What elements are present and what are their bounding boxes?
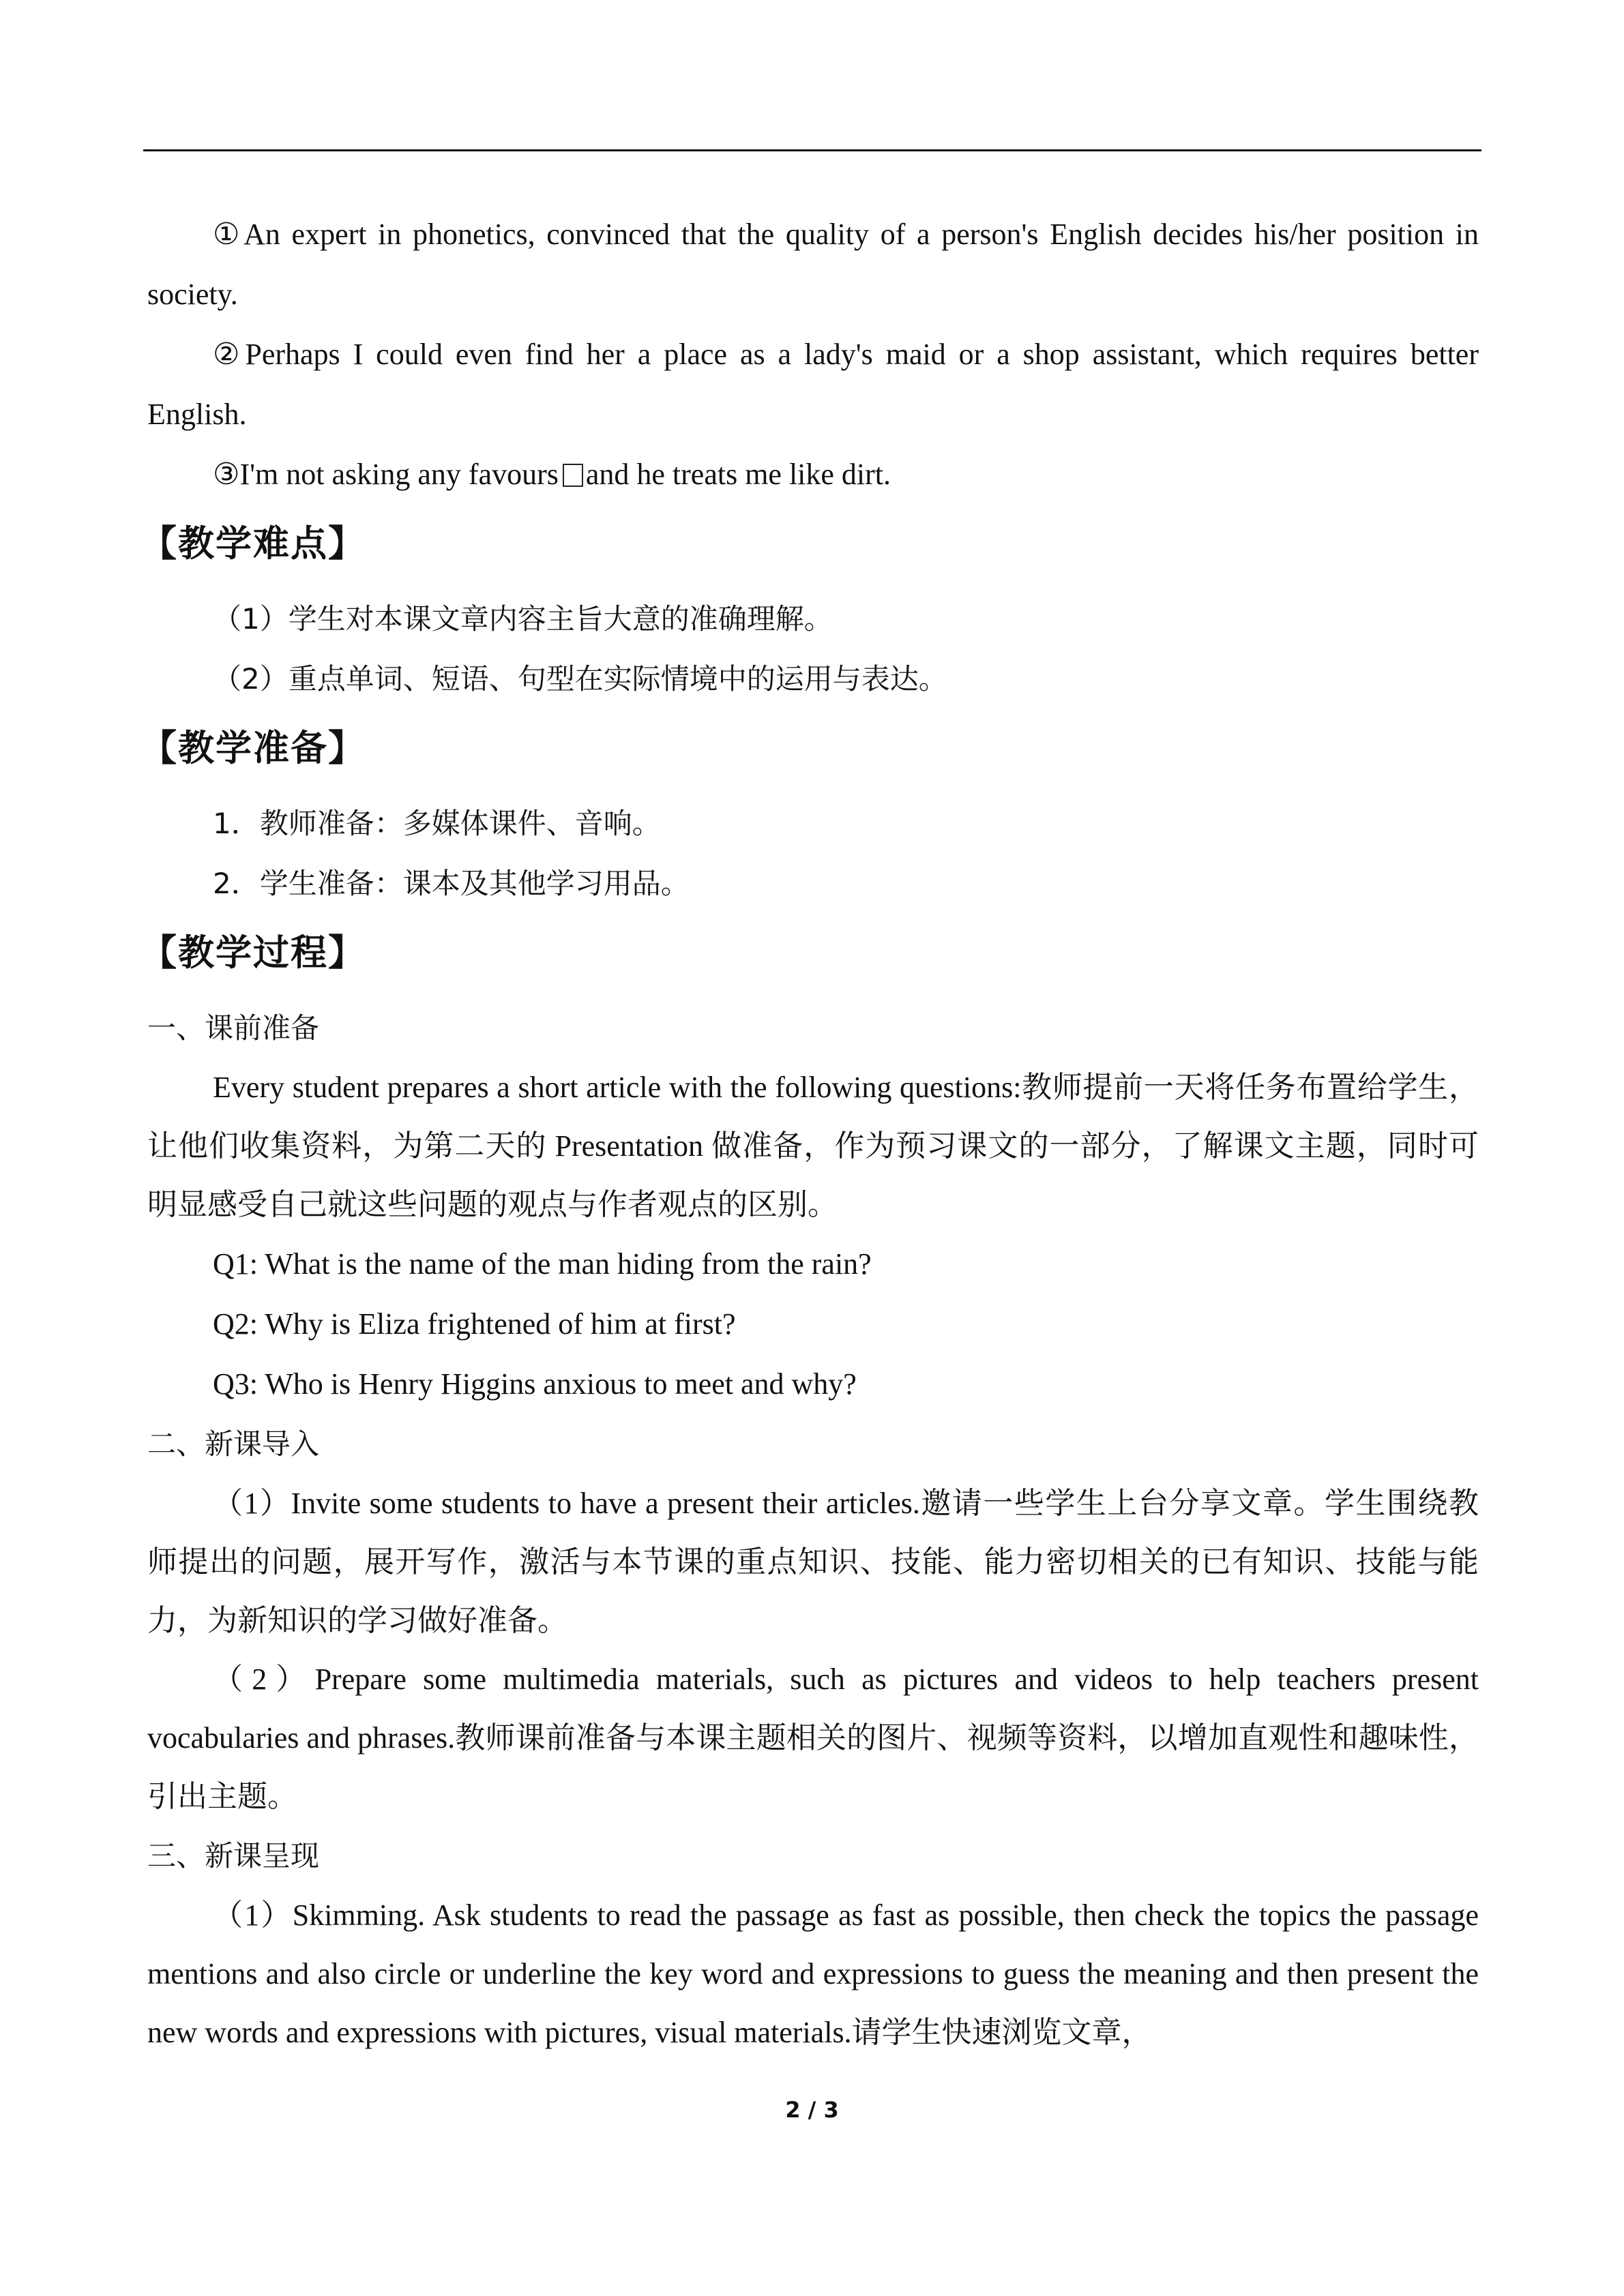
page-content — [141, 205, 1479, 2062]
circled-marker: ③ — [213, 458, 240, 491]
process-part1-intro: Every student prepares a short article with the following questions:教师提前一天将任务布置给学生，让他们收集资料，为第二天的 Presentation 做准备，作为预习课文的一部分，了解课文主题，同时可明显感受自己就这些问题的观点与作者观点的区别。 — [147, 1071, 1479, 1221]
page-number: 2 / 3 — [785, 2097, 839, 2123]
intro-sentence-2 — [147, 325, 1479, 445]
process-part2-title: 二、新课导入 — [147, 1427, 320, 1461]
question-item: Q2: Why is Eliza frightened of him at first? — [213, 1307, 736, 1341]
intro-sentence-3 — [147, 445, 1479, 505]
missing-glyph-box-icon — [563, 464, 583, 487]
heading-preparation: 【教学准备】 — [141, 728, 366, 769]
intro-sentence-1 — [147, 205, 1479, 325]
process-part1-title: 一、课前准备 — [147, 1011, 320, 1045]
sentence-text: and he treats me like dirt. — [585, 458, 891, 491]
header-rule — [143, 149, 1481, 151]
process-part3-title: 三、新课呈现 — [147, 1839, 320, 1873]
question-item: Q3: Who is Henry Higgins anxious to meet and why? — [213, 1367, 857, 1401]
heading-process: 【教学过程】 — [141, 932, 366, 974]
difficulty-item: （1）学生对本课文章内容主旨大意的准确理解。 — [213, 602, 833, 636]
circled-marker: ② — [213, 338, 246, 371]
preparation-item: 1．教师准备：多媒体课件、音响。 — [213, 807, 661, 840]
question-item: Q1: What is the name of the man hiding from the rain? — [213, 1247, 872, 1281]
sentence-text: An expert in phonetics, convinced that the quality of a person's English decides his/her position in society. — [147, 218, 1479, 311]
sentence-text: I'm not asking any favours — [239, 458, 559, 491]
process-part3-item: （1）Skimming. Ask students to read the passage as fast as possible, then check the topics the passage mentions and also circle or underline the key word and expressions to guess the meaning and then present the new words and expressions with pictures, visual materials.请学生快速浏览文章， — [147, 1898, 1479, 2049]
sentence-text: Perhaps I could even find her a place as a lady's maid or a shop assistant, which requires better English. — [147, 338, 1479, 431]
circled-marker: ① — [213, 218, 244, 251]
heading-difficulty: 【教学难点】 — [141, 523, 366, 565]
process-part2-item: （2）Prepare some multimedia materials, such as pictures and videos to help teachers present vocabularies and phrases.教师课前准备与本课主题相关的图片、视频等资料，以增加直观性和趣味性，引出主题。 — [147, 1663, 1479, 1813]
difficulty-item: （2）重点单词、短语、句型在实际情境中的运用与表达。 — [213, 662, 947, 696]
process-part2-item: （1）Invite some students to have a present their articles.邀请一些学生上台分享文章。学生围绕教师提出的问题，展开写作，激活与本节课的重点知识、技能、能力密切相关的已有知识、技能与能力，为新知识的学习做好准备。 — [147, 1487, 1479, 1637]
preparation-item: 2．学生准备：课本及其他学习用品。 — [213, 867, 690, 900]
